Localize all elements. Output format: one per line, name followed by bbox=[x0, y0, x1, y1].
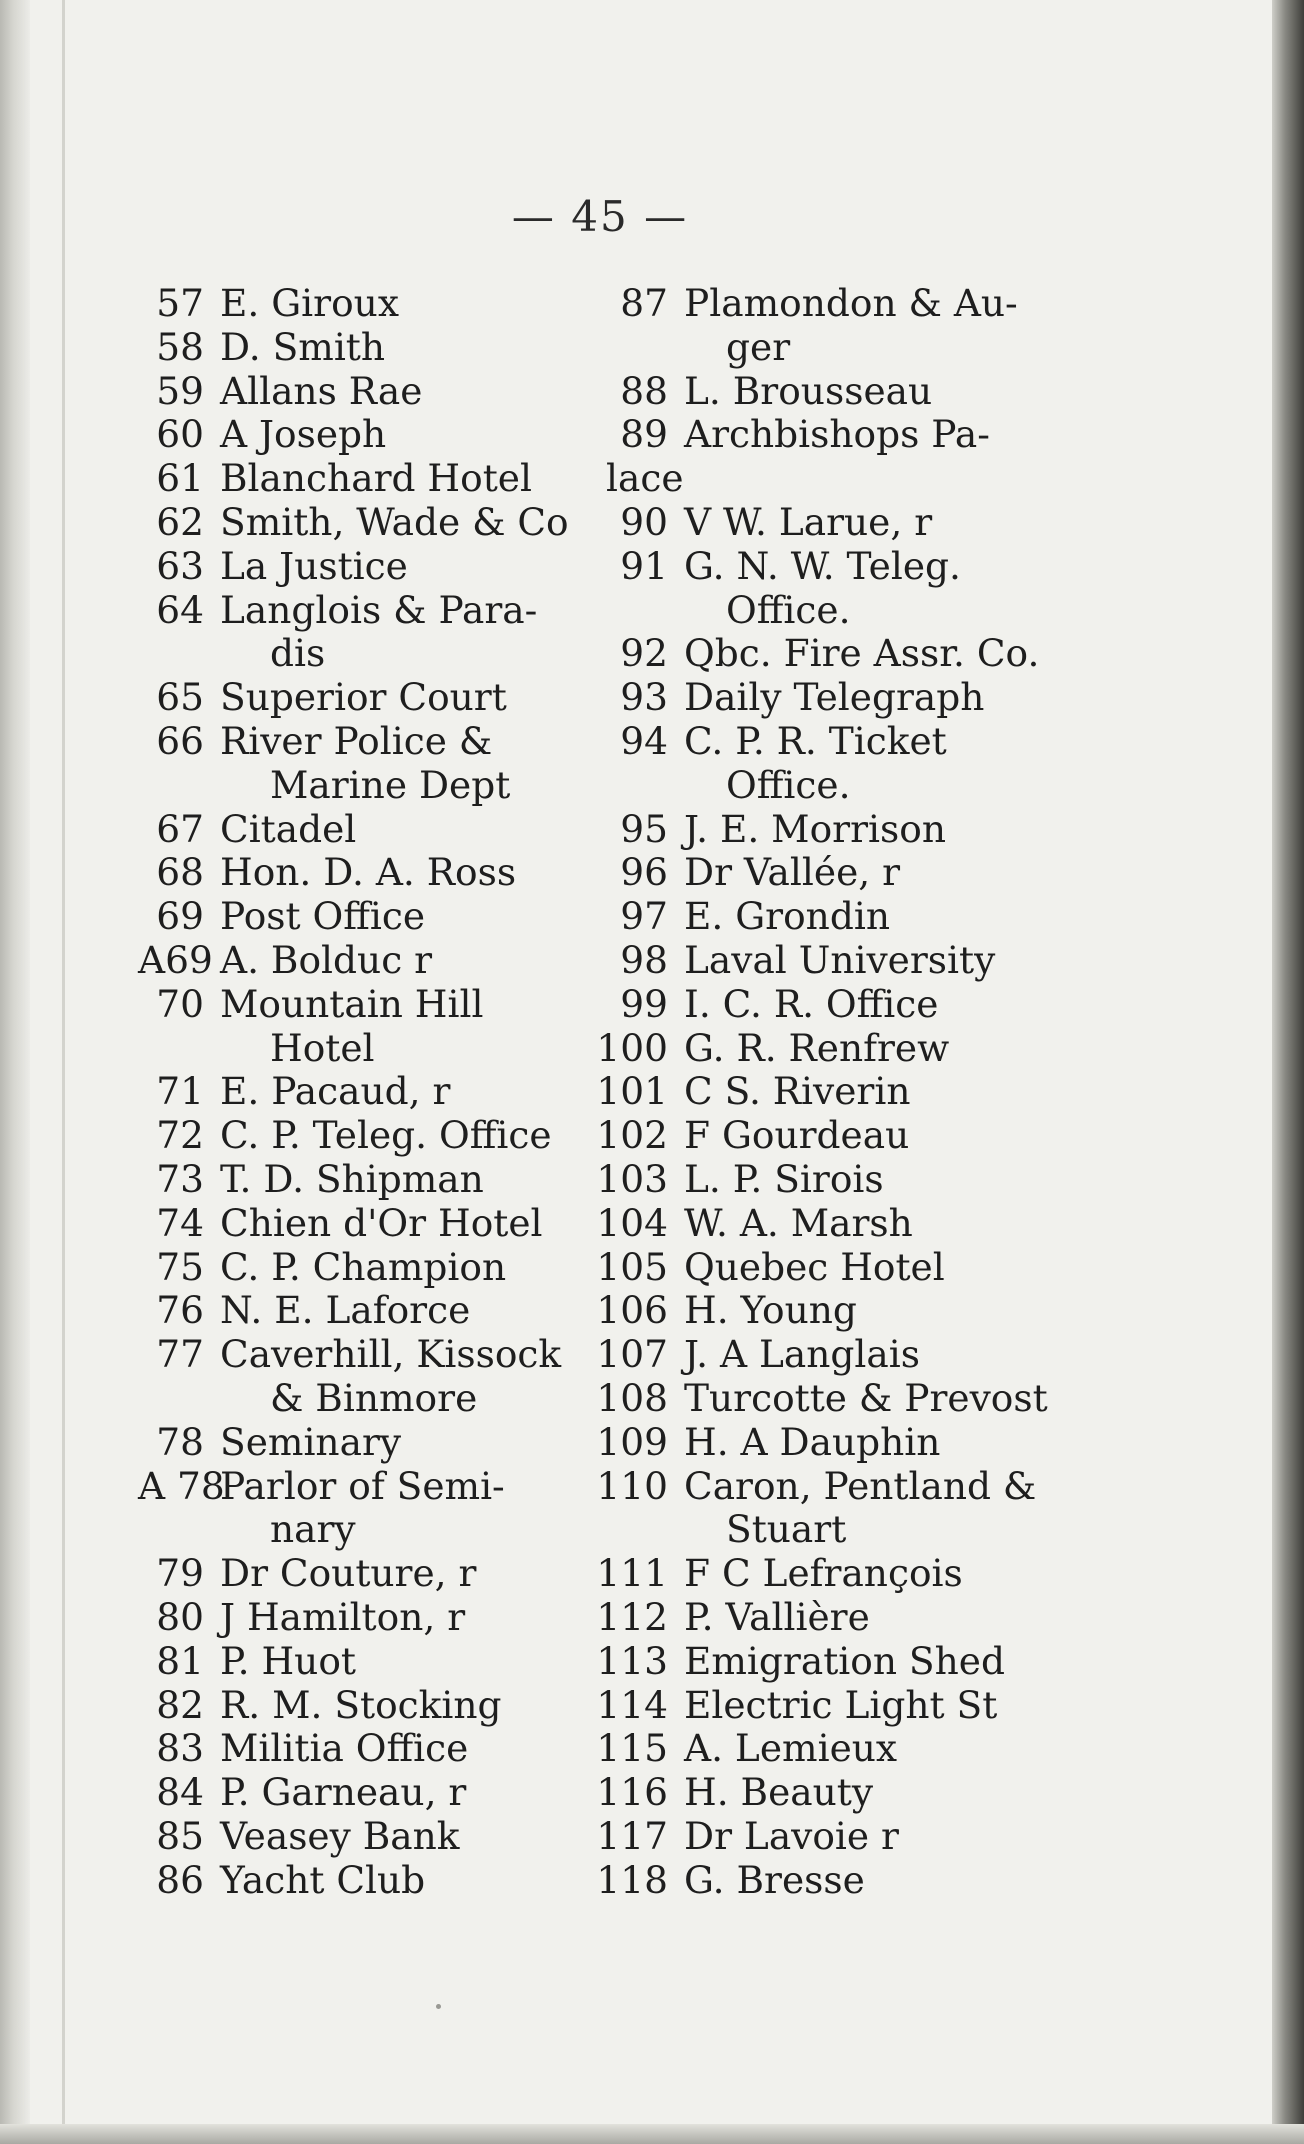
entry-name: Parlor of Semi- bbox=[220, 1463, 505, 1508]
entry-number: 95 bbox=[620, 806, 668, 851]
entry-number: 66 bbox=[156, 718, 204, 763]
entry-continuation: lace bbox=[606, 456, 684, 501]
entry-name: C S. Riverin bbox=[684, 1069, 911, 1114]
page-margin-line bbox=[62, 0, 65, 2144]
entry-name: F Gourdeau bbox=[684, 1113, 910, 1158]
directory-entry bbox=[590, 895, 1040, 939]
entry-name: Allans Rae bbox=[220, 368, 423, 413]
directory-entry bbox=[590, 1333, 1040, 1377]
directory-entry bbox=[590, 1027, 1040, 1071]
entry-number: 64 bbox=[156, 587, 204, 632]
directory-entry bbox=[138, 983, 608, 1027]
entry-name: La Justice bbox=[220, 543, 408, 588]
entry-name: H. Beauty bbox=[684, 1770, 874, 1815]
directory-entry bbox=[138, 720, 608, 764]
directory-entry bbox=[590, 1070, 1040, 1114]
entry-number: 109 bbox=[596, 1419, 668, 1464]
entry-continuation: nary bbox=[270, 1507, 356, 1552]
entry-name: H. A Dauphin bbox=[684, 1419, 941, 1464]
entry-number: 106 bbox=[596, 1288, 668, 1333]
entry-continuation: dis bbox=[270, 631, 326, 676]
entry-name: J. E. Morrison bbox=[684, 806, 946, 851]
entry-number: 108 bbox=[596, 1375, 668, 1420]
directory-entry bbox=[590, 370, 1040, 414]
entry-number: 82 bbox=[156, 1682, 204, 1727]
entry-number: 60 bbox=[156, 412, 204, 457]
directory-entry bbox=[590, 720, 1040, 764]
entry-name: Mountain Hill bbox=[220, 981, 484, 1026]
entry-number: 84 bbox=[156, 1770, 204, 1815]
entry-number: 59 bbox=[156, 368, 204, 413]
entry-number: 65 bbox=[156, 675, 204, 720]
entry-name: Hon. D. A. Ross bbox=[220, 850, 517, 895]
book-spine-shadow bbox=[0, 0, 30, 2144]
entry-continuation: Office. bbox=[726, 587, 851, 632]
entry-name: E. Pacaud, r bbox=[220, 1069, 451, 1114]
entry-name: Smith, Wade & Co bbox=[220, 499, 569, 544]
entry-number: 115 bbox=[596, 1726, 668, 1771]
directory-entry bbox=[138, 501, 608, 545]
entry-name: Dr Lavoie r bbox=[684, 1813, 899, 1858]
entry-number: 103 bbox=[596, 1156, 668, 1201]
entry-number: A69 bbox=[138, 937, 213, 982]
entry-name: C. P. Teleg. Office bbox=[220, 1113, 552, 1158]
entry-name: G. Bresse bbox=[684, 1857, 865, 1902]
directory-entry bbox=[138, 1114, 608, 1158]
entry-number: 79 bbox=[156, 1551, 204, 1596]
entry-name: Seminary bbox=[220, 1419, 402, 1464]
directory-entry bbox=[138, 457, 608, 501]
directory-entry bbox=[590, 282, 1040, 326]
entry-name: G. R. Renfrew bbox=[684, 1025, 950, 1070]
page-edge-right bbox=[1272, 0, 1304, 2144]
entry-name: Citadel bbox=[220, 806, 357, 851]
entry-name: A. Lemieux bbox=[684, 1726, 898, 1771]
entry-number: 75 bbox=[156, 1244, 204, 1289]
entry-number: 97 bbox=[620, 894, 668, 939]
directory-column-right bbox=[590, 281, 1048, 1902]
entry-continuation: ger bbox=[726, 324, 791, 369]
entry-number: 70 bbox=[156, 981, 204, 1026]
entry-number: 93 bbox=[620, 675, 668, 720]
entry-name: C. P. Champion bbox=[220, 1244, 507, 1289]
entry-name: G. N. W. Teleg. bbox=[684, 543, 961, 588]
entry-name: Blanchard Hotel bbox=[220, 456, 532, 501]
entry-number: 67 bbox=[156, 806, 204, 851]
entry-number: 92 bbox=[620, 631, 668, 676]
entry-number: 96 bbox=[620, 850, 668, 895]
directory-entry bbox=[138, 1333, 608, 1377]
directory-entry bbox=[590, 413, 1040, 457]
ink-speck bbox=[436, 2004, 441, 2009]
entry-name: P. Huot bbox=[220, 1638, 356, 1683]
entry-number: 83 bbox=[156, 1726, 204, 1771]
entry-number: 91 bbox=[620, 543, 668, 588]
entry-name: H. Young bbox=[684, 1288, 857, 1333]
directory-entry bbox=[590, 501, 1040, 545]
entry-number: 68 bbox=[156, 850, 204, 895]
entry-name: Caverhill, Kissock bbox=[220, 1332, 562, 1377]
directory-entry bbox=[138, 1202, 608, 1246]
entry-name: P. Vallière bbox=[684, 1594, 870, 1639]
directory-entry bbox=[590, 851, 1040, 895]
directory-column-left bbox=[138, 282, 608, 1902]
page-edge-bottom bbox=[0, 2124, 1304, 2144]
directory-entry bbox=[138, 1640, 608, 1684]
directory-entry bbox=[590, 1421, 1040, 1465]
entry-number: 101 bbox=[596, 1069, 668, 1114]
entry-name: E. Giroux bbox=[220, 281, 399, 325]
directory-entry bbox=[138, 1552, 608, 1596]
directory-entry bbox=[138, 1771, 608, 1815]
directory-entry bbox=[138, 1421, 608, 1465]
entry-name: Yacht Club bbox=[220, 1857, 426, 1902]
entry-number: 104 bbox=[596, 1200, 668, 1245]
directory-entry bbox=[138, 1684, 608, 1728]
directory-entry bbox=[138, 1815, 608, 1859]
directory-entry bbox=[590, 545, 1040, 589]
directory-entry bbox=[590, 1246, 1040, 1290]
directory-entry bbox=[138, 1158, 608, 1202]
directory-entry bbox=[138, 413, 608, 457]
directory-entry bbox=[590, 1289, 1040, 1333]
entry-number: 112 bbox=[596, 1594, 668, 1639]
entry-name: Langlois & Para- bbox=[220, 587, 538, 632]
entry-number: 118 bbox=[596, 1857, 668, 1902]
entry-continuation: & Binmore bbox=[270, 1375, 478, 1420]
directory-entry bbox=[138, 1859, 608, 1903]
entry-name: Turcotte & Prevost bbox=[684, 1375, 1048, 1420]
entry-name: R. M. Stocking bbox=[220, 1682, 502, 1727]
entry-name: Superior Court bbox=[220, 675, 507, 720]
entry-number: 113 bbox=[596, 1638, 668, 1683]
entry-number: 63 bbox=[156, 543, 204, 588]
entry-number: 76 bbox=[156, 1288, 204, 1333]
entry-name: River Police & bbox=[220, 718, 493, 763]
entry-number: 90 bbox=[620, 499, 668, 544]
entry-name: C. P. R. Ticket bbox=[684, 718, 947, 763]
entry-name: F C Lefrançois bbox=[684, 1551, 963, 1596]
directory-entry bbox=[138, 589, 608, 633]
entry-number: 72 bbox=[156, 1113, 204, 1158]
entry-number: 88 bbox=[620, 368, 668, 413]
entry-name: Post Office bbox=[220, 894, 426, 939]
directory-entry bbox=[138, 1070, 608, 1114]
entry-name: A Joseph bbox=[220, 412, 387, 457]
entry-number: 73 bbox=[156, 1156, 204, 1201]
entry-number: 57 bbox=[156, 281, 204, 325]
entry-number: 74 bbox=[156, 1200, 204, 1245]
directory-entry bbox=[138, 1246, 608, 1290]
entry-name: A. Bolduc r bbox=[220, 937, 433, 982]
directory-entry bbox=[590, 1727, 1040, 1771]
entry-number: 80 bbox=[156, 1594, 204, 1639]
entry-number: A 78 bbox=[138, 1463, 225, 1508]
entry-number: 117 bbox=[596, 1813, 668, 1858]
directory-entry bbox=[138, 326, 608, 370]
entry-name: Dr Vallée, r bbox=[684, 850, 901, 895]
directory-entry bbox=[590, 1596, 1040, 1640]
entry-number: 81 bbox=[156, 1638, 204, 1683]
page-number: — 45 — bbox=[511, 192, 689, 241]
directory-entry bbox=[138, 282, 608, 326]
directory-entry bbox=[138, 1289, 608, 1333]
entry-name: Veasey Bank bbox=[220, 1813, 460, 1858]
entry-number: 114 bbox=[596, 1682, 668, 1727]
directory-entry bbox=[138, 370, 608, 414]
entry-name: Plamondon & Au- bbox=[684, 281, 1018, 325]
entry-number: 98 bbox=[620, 937, 668, 982]
entry-number: 77 bbox=[156, 1332, 204, 1377]
entry-number: 105 bbox=[596, 1244, 668, 1289]
directory-entry bbox=[590, 1465, 1040, 1509]
entry-number: 85 bbox=[156, 1813, 204, 1858]
entry-name: Emigration Shed bbox=[684, 1638, 1005, 1683]
directory-entry bbox=[590, 1552, 1040, 1596]
entry-number: 86 bbox=[156, 1857, 204, 1902]
directory-entry bbox=[138, 895, 608, 939]
entry-continuation: Stuart bbox=[726, 1507, 847, 1552]
directory-entry bbox=[590, 1684, 1040, 1728]
entry-name: J. A Langlais bbox=[684, 1332, 920, 1377]
entry-name: E. Grondin bbox=[684, 894, 890, 939]
entry-name: Daily Telegraph bbox=[684, 675, 985, 720]
directory-entry bbox=[590, 676, 1040, 720]
directory-entry bbox=[590, 1815, 1040, 1859]
entry-number: 110 bbox=[596, 1463, 668, 1508]
entry-continuation: Office. bbox=[726, 762, 851, 807]
entry-name: W. A. Marsh bbox=[684, 1200, 913, 1245]
entry-name: V W. Larue, r bbox=[684, 499, 933, 544]
directory-entry bbox=[138, 676, 608, 720]
entry-name: L. Brousseau bbox=[684, 368, 933, 413]
entry-number: 87 bbox=[620, 281, 668, 325]
entry-number: 116 bbox=[596, 1770, 668, 1815]
directory-entry bbox=[138, 1465, 608, 1509]
entry-name: N. E. Laforce bbox=[220, 1288, 471, 1333]
entry-number: 71 bbox=[156, 1069, 204, 1114]
entry-name: Laval University bbox=[684, 937, 996, 982]
entry-name: Archbishops Pa- bbox=[684, 412, 990, 457]
directory-entry bbox=[590, 1375, 1048, 1421]
directory-entry bbox=[138, 545, 608, 589]
directory-entry bbox=[590, 939, 1040, 983]
entry-name: T. D. Shipman bbox=[220, 1156, 484, 1201]
entry-continuation: Marine Dept bbox=[270, 762, 511, 807]
directory-entry bbox=[590, 1114, 1040, 1158]
directory-entry bbox=[590, 632, 1040, 676]
entry-number: 62 bbox=[156, 499, 204, 544]
directory-entry bbox=[590, 1158, 1040, 1202]
directory-entry bbox=[590, 1202, 1040, 1246]
entry-number: 69 bbox=[156, 894, 204, 939]
entry-name: Dr Couture, r bbox=[220, 1551, 477, 1596]
directory-entry bbox=[138, 1727, 608, 1771]
entry-name: Electric Light St bbox=[684, 1682, 998, 1727]
entry-name: Chien d'Or Hotel bbox=[220, 1200, 543, 1245]
directory-entry bbox=[590, 808, 1040, 852]
entry-name: L. P. Sirois bbox=[684, 1156, 884, 1201]
entry-name: P. Garneau, r bbox=[220, 1770, 467, 1815]
entry-number: 102 bbox=[596, 1113, 668, 1158]
entry-number: 111 bbox=[596, 1551, 668, 1596]
entry-number: 99 bbox=[620, 981, 668, 1026]
entry-name: J Hamilton, r bbox=[220, 1594, 466, 1639]
directory-entry bbox=[138, 851, 608, 895]
directory-entry bbox=[138, 808, 608, 852]
directory-entry bbox=[138, 939, 608, 983]
entry-name: Militia Office bbox=[220, 1726, 469, 1771]
entry-number: 61 bbox=[156, 456, 204, 501]
entry-continuation: Hotel bbox=[270, 1025, 375, 1070]
entry-number: 100 bbox=[596, 1025, 668, 1070]
entry-name: Qbc. Fire Assr. Co. bbox=[684, 631, 1040, 676]
entry-name: Quebec Hotel bbox=[684, 1244, 945, 1289]
directory-entry bbox=[590, 1640, 1040, 1684]
directory-entry bbox=[590, 1771, 1040, 1815]
entry-name: D. Smith bbox=[220, 324, 386, 369]
directory-entry bbox=[138, 1596, 608, 1640]
directory-entry bbox=[590, 983, 1040, 1027]
entry-number: 78 bbox=[156, 1419, 204, 1464]
entry-name: Caron, Pentland & bbox=[684, 1463, 1037, 1508]
entry-number: 94 bbox=[620, 718, 668, 763]
entry-name: I. C. R. Office bbox=[684, 981, 939, 1026]
directory-entry bbox=[590, 1859, 1040, 1903]
entry-number: 107 bbox=[596, 1332, 668, 1377]
entry-number: 89 bbox=[620, 412, 668, 457]
entry-number: 58 bbox=[156, 324, 204, 369]
